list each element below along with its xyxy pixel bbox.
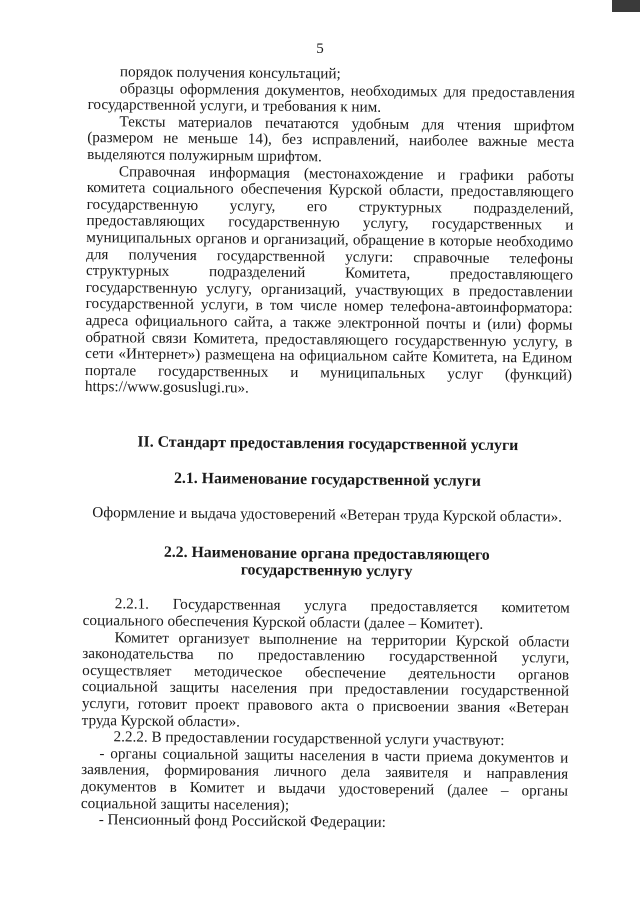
scan-edge-mark — [612, 0, 640, 12]
participant-item-social-protection: - органы социальной защиты населения в части приема документов и заявления, формирования личного дела заявителя и направления документов в Комитет и выдачи удостоверений (далее – органы социальной защиты населения); — [80, 744, 569, 814]
paragraph-2-2-1: 2.2.1. Государственная услуга предоставляется комитетом социального обеспечения Курской области (далее – Комитет). — [82, 595, 570, 633]
participant-item-pension-fund: - Пенсионный фонд Российской Федерации: — [98, 811, 387, 832]
subsection-2-1-title: 2.1. Наименование государственной услуги — [173, 469, 482, 490]
service-name-text: Оформление и выдача удостоверений «Ветеран труда Курской области». — [92, 503, 563, 526]
committee-paragraph: Комитет организует выполнение на территории Курской области законодательства по предоставлению государственной услуги, осуществляет методическое обеспечение деятельности органов социальной защиты населения при предоставлении государственной услуги, готовит проект правового акта о присвоении звания «Ветеран труда Курской области». — [81, 628, 570, 731]
reference-info-paragraph: Справочная информация (местонахождение и графики работы комитета социального обеспечения Курской области, предоставляющего государственную услугу, его структурных подразделений, предоставляющих государственную услугу, государственных и муниципальных органов и организаций, обращение в которые необходимо для получения государственной услуги: справочные телефоны структурных подразделений Комитета, предоставляющего государственную услугу, организаций, участвующих в предоставлении государственной услуги, в том числе номер телефона-автоинформатора: адреса официального сайта, а также электронной почты и (или) формы обратной связи Комитета, предоставляющего государственную услугу, в сети «Интернет») размещена на официальном сайте Комитета, на Едином портале государственных и муниципальных услуг (функций) https://www.gosuslugi.ru». — [84, 162, 575, 397]
intro-line-forms: образцы оформления документов, необходимых для предоставления государственной услуги, и требования к ним. — [87, 79, 575, 117]
texts-paragraph: Тексты материалов печатаются удобным для чтения шрифтом (размером не меньше 14), без исправлений, наиболее важные места выделяются полужирным шрифтом. — [87, 113, 575, 166]
paragraph-2-2-2: 2.2.2. В предоставлении государственной услуги участвуют: — [113, 728, 505, 750]
page-number: 5 — [316, 41, 324, 57]
document-body — [81, 64, 575, 833]
intro-line-consultations: порядок получения консультаций; — [119, 63, 341, 83]
subsection-2-2-title: 2.2. Наименование органа предоставляющего государственную услугу — [163, 544, 490, 581]
section-2-title: II. Стандарт предоставления государственной услуги — [137, 433, 519, 455]
